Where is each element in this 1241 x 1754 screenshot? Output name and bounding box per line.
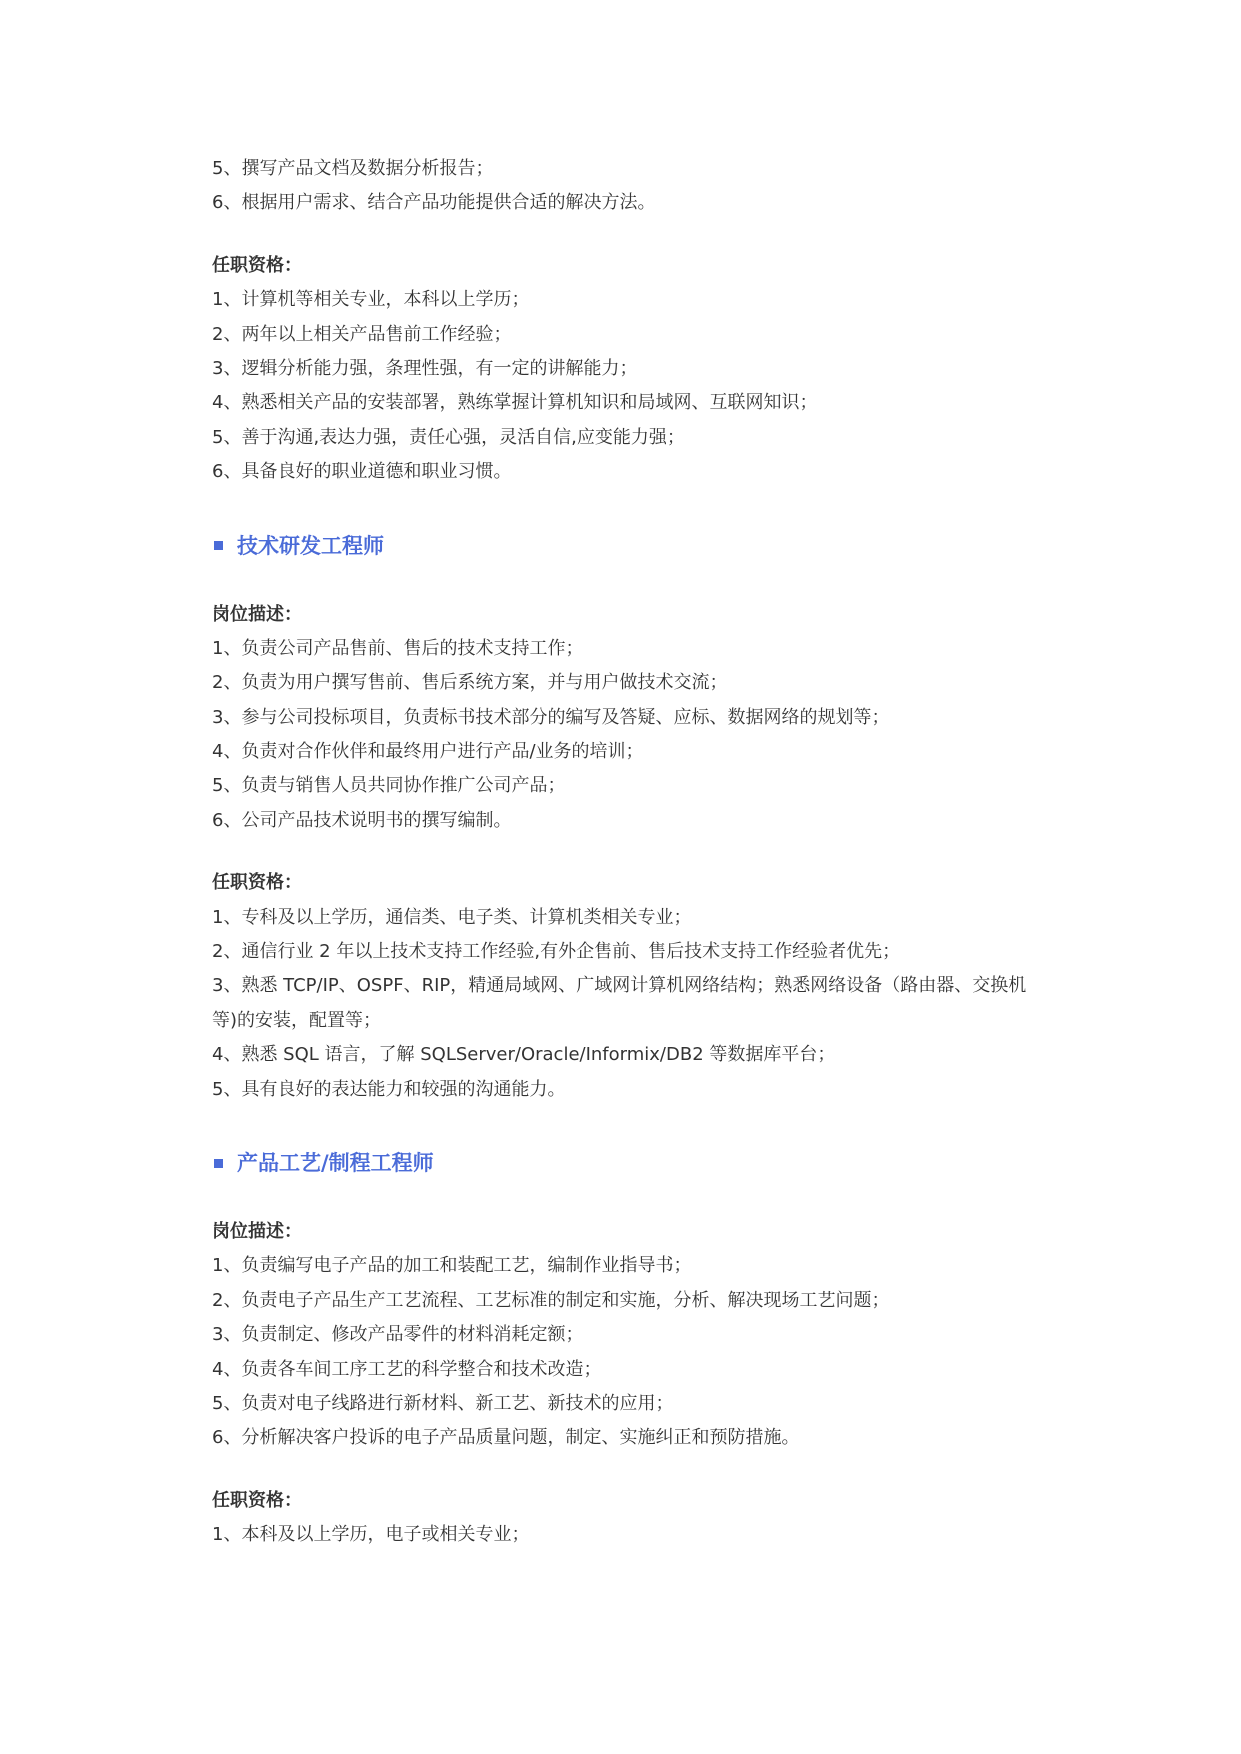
duty-item: 5、负责与销售人员共同协作推广公司产品；	[212, 775, 566, 797]
requirement-item: 5、具有良好的表达能力和较强的沟通能力。	[212, 1078, 566, 1100]
spacer	[212, 1456, 1032, 1484]
section-title-text: 产品工艺/制程工程师	[237, 1151, 434, 1176]
requirements-heading: 任职资格：	[212, 254, 302, 276]
duty-item: 3、参与公司投标项目，负责标书技术部分的编写及答疑、应标、数据网络的规划等；	[212, 706, 890, 728]
duty-item: 4、负责各车间工序工艺的科学整合和技术改造；	[212, 1358, 602, 1380]
spacer	[212, 1183, 1032, 1215]
spacer	[212, 838, 1032, 866]
requirement-item: 3、逻辑分析能力强，条理性强，有一定的讲解能力；	[212, 357, 638, 379]
requirement-item: 2、两年以上相关产品售前工作经验；	[212, 323, 512, 345]
duty-item: 2、负责电子产品生产工艺流程、工艺标准的制定和实施，分析、解决现场工艺问题；	[212, 1289, 890, 1311]
square-bullet-icon	[214, 1159, 223, 1168]
duty-item: 4、负责对合作伙伴和最终用户进行产品/业务的培训；	[212, 741, 644, 763]
requirement-item: 2、通信行业 2 年以上技术支持工作经验,有外企售前、售后技术支持工作经验者优先；	[212, 941, 901, 963]
duty-item: 5、撰写产品文档及数据分析报告；	[212, 158, 494, 179]
requirements-heading: 任职资格：	[212, 872, 302, 894]
square-bullet-icon	[214, 541, 223, 550]
requirement-item: 3、熟悉 TCP/IP、OSPF、RIP，精通局域网、广域网计算机网络结构；熟悉网络设备（路由器、交换机等)的安装，配置等；	[212, 975, 1027, 1031]
duty-item: 3、负责制定、修改产品零件的材料消耗定额；	[212, 1324, 584, 1346]
duties-heading: 岗位描述：	[212, 603, 302, 625]
spacer	[212, 221, 1032, 249]
requirement-item: 1、专科及以上学历，通信类、电子类、计算机类相关专业；	[212, 906, 692, 928]
duty-item: 1、负责公司产品售前、售后的技术支持工作；	[212, 637, 584, 659]
section-title-rd	[212, 526, 1032, 566]
duties-heading: 岗位描述：	[212, 1221, 302, 1243]
requirement-item: 1、本科及以上学历，电子或相关专业；	[212, 1524, 530, 1546]
duty-item: 6、分析解决客户投诉的电子产品质量问题，制定、实施纠正和预防措施。	[212, 1427, 800, 1449]
duty-item: 6、根据用户需求、结合产品功能提供合适的解决方法。	[212, 192, 656, 214]
requirement-item: 4、熟悉相关产品的安装部署，熟练掌握计算机知识和局域网、互联网知识；	[212, 392, 818, 414]
requirement-item: 6、具备良好的职业道德和职业习惯。	[212, 461, 512, 483]
duty-item: 6、公司产品技术说明书的撰写编制。	[212, 809, 512, 831]
duty-item: 1、负责编写电子产品的加工和装配工艺，编制作业指导书；	[212, 1255, 692, 1277]
duty-item: 2、负责为用户撰写售前、售后系统方案，并与用户做技术交流；	[212, 672, 728, 694]
spacer	[212, 1107, 1032, 1143]
requirement-item: 4、熟悉 SQL 语言，了解 SQLServer/Oracle/Informix/DB2 等数据库平台；	[212, 1044, 836, 1066]
requirement-item: 1、计算机等相关专业，本科以上学历；	[212, 289, 530, 311]
document-page	[212, 152, 1032, 1553]
section-title-process	[212, 1143, 1032, 1183]
requirements-heading: 任职资格：	[212, 1489, 302, 1511]
section-title-text: 技术研发工程师	[237, 533, 384, 558]
spacer	[212, 566, 1032, 598]
requirement-item: 5、善于沟通,表达力强，责任心强，灵活自信,应变能力强；	[212, 426, 685, 448]
spacer	[212, 490, 1032, 526]
duty-item: 5、负责对电子线路进行新材料、新工艺、新技术的应用；	[212, 1392, 674, 1414]
